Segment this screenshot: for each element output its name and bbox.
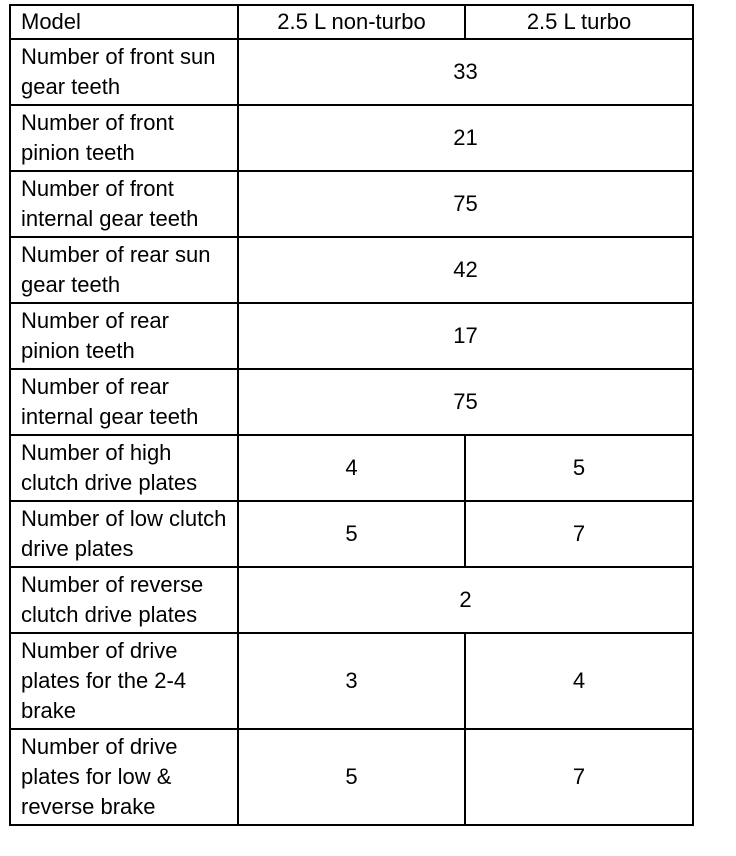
gear-spec-table bbox=[9, 4, 694, 826]
non-turbo-value: 5 bbox=[238, 729, 465, 825]
non-turbo-value: 3 bbox=[238, 633, 465, 729]
turbo-value: 5 bbox=[465, 435, 693, 501]
table-row bbox=[10, 39, 693, 105]
row-value: 33 bbox=[238, 39, 693, 105]
non-turbo-value: 4 bbox=[238, 435, 465, 501]
turbo-header: 2.5 L turbo bbox=[465, 5, 693, 39]
table-row bbox=[10, 237, 693, 303]
row-label: Number of rear pinion teeth bbox=[10, 303, 238, 369]
row-value: 42 bbox=[238, 237, 693, 303]
row-label: Number of front sun gear teeth bbox=[10, 39, 238, 105]
non-turbo-header: 2.5 L non-turbo bbox=[238, 5, 465, 39]
row-label: Number of front internal gear teeth bbox=[10, 171, 238, 237]
table-row bbox=[10, 171, 693, 237]
non-turbo-value: 5 bbox=[238, 501, 465, 567]
row-label: Number of high clutch drive plates bbox=[10, 435, 238, 501]
row-value: 75 bbox=[238, 369, 693, 435]
table-row bbox=[10, 501, 693, 567]
row-value: 17 bbox=[238, 303, 693, 369]
row-label: Number of drive plates for low & reverse brake bbox=[10, 729, 238, 825]
table-row bbox=[10, 567, 693, 633]
table-row bbox=[10, 303, 693, 369]
table-row bbox=[10, 369, 693, 435]
row-value: 21 bbox=[238, 105, 693, 171]
turbo-value: 7 bbox=[465, 729, 693, 825]
turbo-value: 4 bbox=[465, 633, 693, 729]
turbo-value: 7 bbox=[465, 501, 693, 567]
row-label: Number of front pinion teeth bbox=[10, 105, 238, 171]
table-row bbox=[10, 729, 693, 825]
row-label: Number of rear internal gear teeth bbox=[10, 369, 238, 435]
row-label: Number of rear sun gear teeth bbox=[10, 237, 238, 303]
row-label: Number of reverse clutch drive plates bbox=[10, 567, 238, 633]
row-value: 2 bbox=[238, 567, 693, 633]
row-label: Number of drive plates for the 2-4 brake bbox=[10, 633, 238, 729]
model-header: Model bbox=[10, 5, 238, 39]
table-row bbox=[10, 435, 693, 501]
table-row bbox=[10, 633, 693, 729]
row-value: 75 bbox=[238, 171, 693, 237]
header-row bbox=[10, 5, 693, 39]
table-row bbox=[10, 105, 693, 171]
row-label: Number of low clutch drive plates bbox=[10, 501, 238, 567]
